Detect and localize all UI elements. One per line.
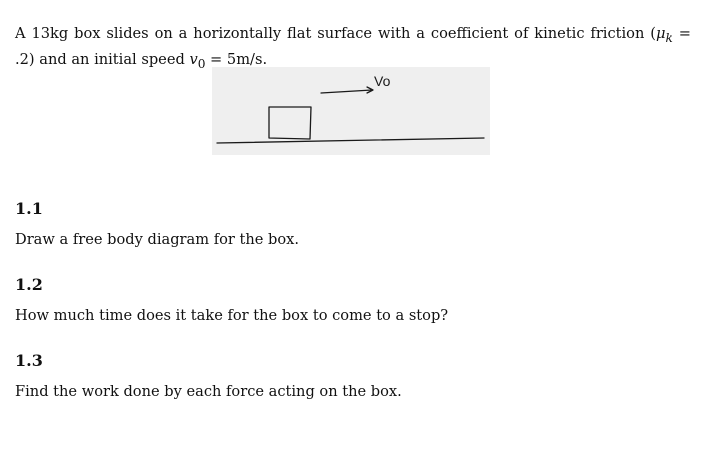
- mu-subscript: k: [665, 30, 673, 45]
- v-subscript: 0: [197, 56, 206, 71]
- intro-text-middle: = .2) and an initial speed: [15, 24, 691, 68]
- section-heading-1-3: 1.3: [15, 351, 43, 370]
- intro-text-start: A 13kg box slides on a horizontally flat surface with a coefficient of kinetic friction (: [15, 24, 656, 42]
- box-shape: [269, 107, 311, 139]
- section-text-1-2: How much time does it take for the box to come to a stop?: [15, 307, 449, 324]
- figure-drawing: [212, 67, 490, 155]
- section-text-1-3: Find the work done by each force acting on the box.: [15, 383, 402, 400]
- v-symbol: v: [189, 50, 198, 68]
- sliding-box-figure: [212, 67, 490, 155]
- mu-symbol: μ: [655, 24, 666, 42]
- section-text-1-1: Draw a free body diagram for the box.: [15, 231, 300, 248]
- section-heading-1-2: 1.2: [15, 275, 43, 294]
- section-heading-1-1: 1.1: [15, 199, 43, 218]
- intro-text-end: = 5m/s.: [205, 50, 268, 68]
- ground-line: [217, 138, 484, 143]
- velocity-label: Vo: [374, 73, 391, 89]
- velocity-arrow-shaft: [321, 90, 372, 93]
